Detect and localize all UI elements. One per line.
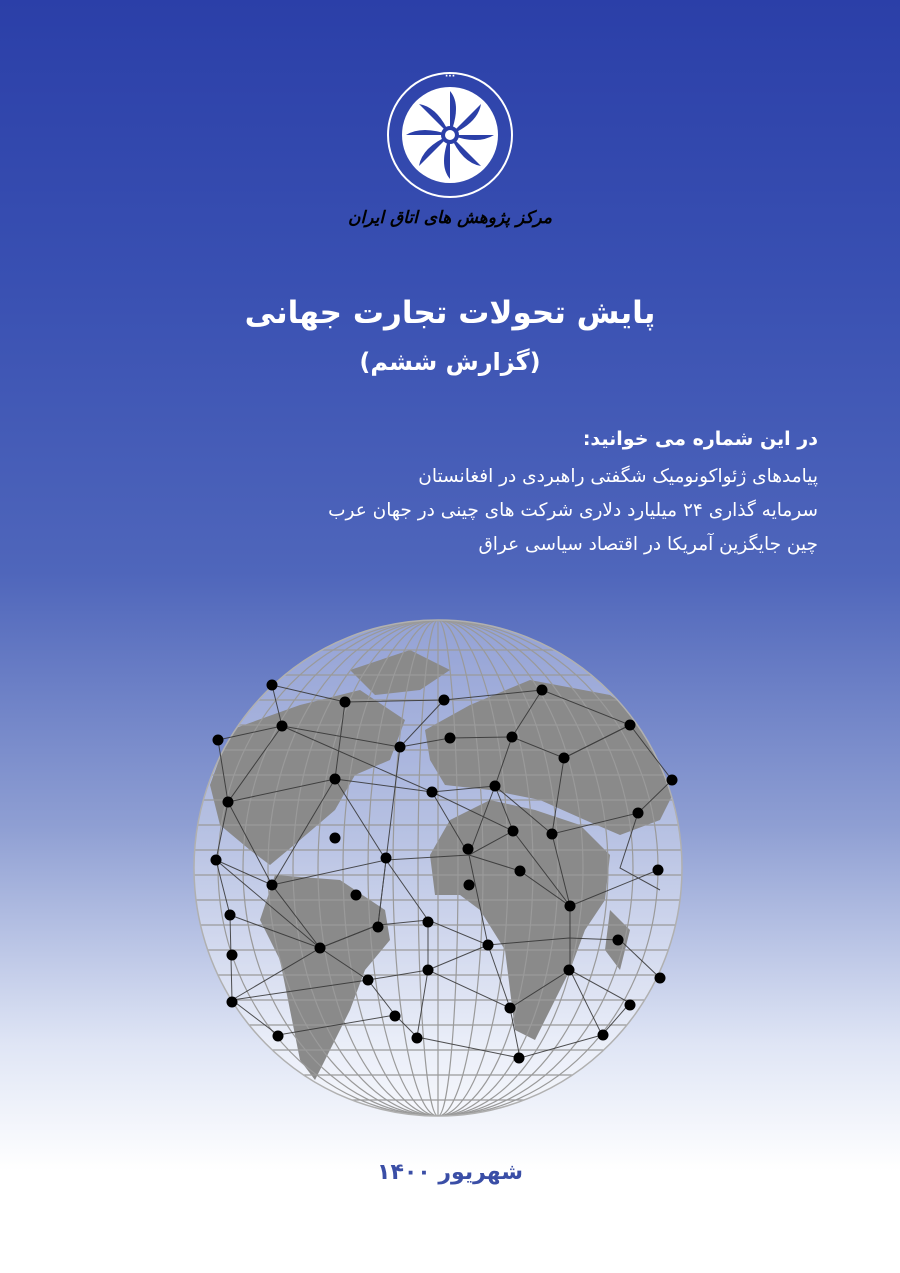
contents-heading: در این شماره می خوانید:	[582, 428, 818, 450]
contents-item: سرمایه گذاری ۲۴ میلیارد دلاری شرکت های چینی در جهان عرب	[328, 500, 818, 521]
contents-item: پیامدهای ژئواکونومیک شگفتی راهبردی در افغانستان	[418, 466, 818, 487]
globe-network-illustration	[190, 610, 690, 1120]
contents-list	[118, 428, 818, 568]
iran-chamber-emblem-icon	[370, 65, 530, 215]
contents-item: چین جایگزین آمریکا در اقتصاد سیاسی عراق	[478, 534, 818, 555]
issue-date: شهریور ۱۴۰۰	[377, 1160, 523, 1185]
svg-text:···: ···	[444, 72, 456, 82]
page-title: پایش تحولات تجارت جهانی	[244, 295, 656, 331]
logo-name: مرکز پژوهش های اتاق ایران	[348, 208, 552, 228]
page-subtitle: (گزارش ششم)	[359, 348, 541, 376]
